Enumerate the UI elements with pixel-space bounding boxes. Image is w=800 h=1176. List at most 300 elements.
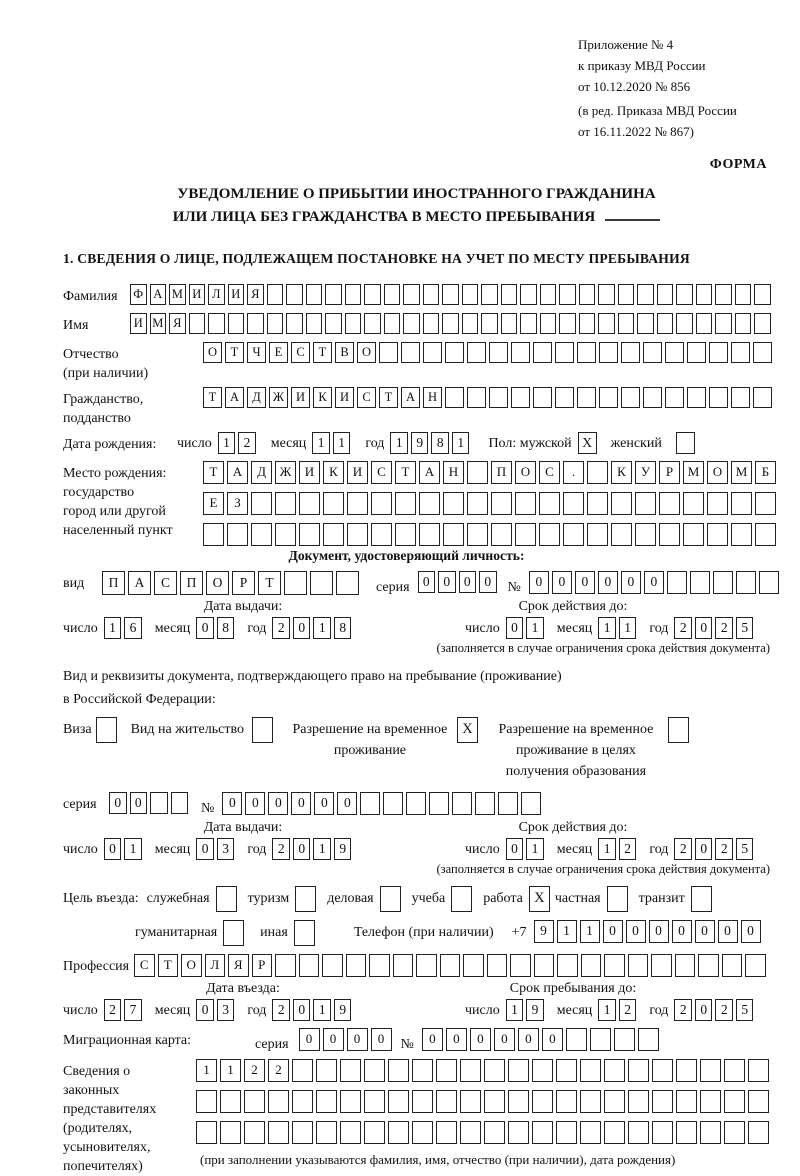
form-cell[interactable]: 5 bbox=[736, 838, 754, 860]
form-cell[interactable] bbox=[267, 284, 284, 305]
form-cell[interactable] bbox=[171, 792, 189, 814]
form-cell[interactable] bbox=[604, 1059, 625, 1082]
form-cell[interactable]: 9 bbox=[334, 999, 352, 1021]
form-cell[interactable]: 0 bbox=[293, 617, 311, 639]
form-cell[interactable] bbox=[754, 284, 771, 305]
form-cell[interactable] bbox=[652, 1090, 673, 1113]
form-cell[interactable] bbox=[371, 523, 392, 546]
res-valid-month-cells[interactable] bbox=[598, 838, 639, 860]
temp-residence-edu-checkbox[interactable] bbox=[668, 717, 689, 743]
migration-number-cells[interactable] bbox=[422, 1028, 662, 1051]
representatives-cells-row3[interactable] bbox=[196, 1121, 772, 1144]
form-cell[interactable] bbox=[520, 313, 537, 334]
form-cell[interactable]: 1 bbox=[598, 999, 616, 1021]
form-cell[interactable] bbox=[275, 523, 296, 546]
form-cell[interactable]: М bbox=[731, 461, 752, 484]
form-cell[interactable] bbox=[227, 523, 248, 546]
form-cell[interactable] bbox=[462, 313, 479, 334]
form-cell[interactable] bbox=[707, 523, 728, 546]
form-cell[interactable]: Н bbox=[443, 461, 464, 484]
form-cell[interactable] bbox=[676, 1059, 697, 1082]
form-cell[interactable] bbox=[393, 954, 414, 977]
temp-residence-checkbox[interactable] bbox=[457, 717, 478, 743]
form-cell[interactable] bbox=[443, 523, 464, 546]
form-cell[interactable]: Т bbox=[313, 342, 332, 363]
birth-day-cells[interactable] bbox=[218, 432, 259, 454]
form-cell[interactable] bbox=[440, 954, 461, 977]
form-cell[interactable] bbox=[325, 313, 342, 334]
form-cell[interactable] bbox=[753, 387, 772, 408]
form-cell[interactable] bbox=[284, 571, 307, 595]
form-cell[interactable] bbox=[534, 954, 555, 977]
form-cell[interactable]: 1 bbox=[218, 432, 236, 454]
form-cell[interactable] bbox=[467, 342, 486, 363]
form-cell[interactable] bbox=[467, 523, 488, 546]
form-cell[interactable] bbox=[323, 523, 344, 546]
form-cell[interactable] bbox=[643, 342, 662, 363]
form-cell[interactable]: И bbox=[130, 313, 147, 334]
form-cell[interactable] bbox=[508, 1121, 529, 1144]
form-cell[interactable]: Д bbox=[251, 461, 272, 484]
form-cell[interactable] bbox=[508, 1090, 529, 1113]
form-cell[interactable] bbox=[292, 1059, 313, 1082]
form-cell[interactable]: Я bbox=[247, 284, 264, 305]
form-cell[interactable] bbox=[555, 342, 574, 363]
residence-series-cells[interactable] bbox=[109, 792, 191, 814]
form-cell[interactable]: 0 bbox=[552, 571, 572, 594]
form-cell[interactable] bbox=[510, 954, 531, 977]
form-cell[interactable]: 2 bbox=[244, 1059, 265, 1082]
form-cell[interactable] bbox=[501, 313, 518, 334]
form-cell[interactable] bbox=[748, 1059, 769, 1082]
form-cell[interactable]: 0 bbox=[422, 1028, 443, 1051]
form-cell[interactable] bbox=[690, 571, 710, 594]
form-cell[interactable]: 0 bbox=[626, 920, 646, 943]
form-cell[interactable] bbox=[698, 954, 719, 977]
form-cell[interactable]: С bbox=[539, 461, 560, 484]
form-cell[interactable] bbox=[539, 523, 560, 546]
entry-year-cells[interactable] bbox=[272, 999, 354, 1021]
form-cell[interactable] bbox=[292, 1121, 313, 1144]
form-cell[interactable] bbox=[515, 523, 536, 546]
form-cell[interactable] bbox=[628, 954, 649, 977]
form-cell[interactable] bbox=[467, 387, 486, 408]
form-cell[interactable] bbox=[460, 1090, 481, 1113]
form-cell[interactable] bbox=[659, 523, 680, 546]
form-cell[interactable] bbox=[423, 284, 440, 305]
form-cell[interactable] bbox=[759, 571, 779, 594]
form-cell[interactable] bbox=[369, 954, 390, 977]
form-cell[interactable]: 1 bbox=[452, 432, 470, 454]
form-cell[interactable] bbox=[540, 284, 557, 305]
form-cell[interactable] bbox=[676, 284, 693, 305]
form-cell[interactable]: С bbox=[134, 954, 155, 977]
form-cell[interactable]: 0 bbox=[649, 920, 669, 943]
form-cell[interactable] bbox=[475, 792, 495, 815]
form-cell[interactable]: 1 bbox=[220, 1059, 241, 1082]
representatives-cells-row2[interactable] bbox=[196, 1090, 772, 1113]
form-cell[interactable]: Т bbox=[158, 954, 179, 977]
form-cell[interactable] bbox=[189, 313, 206, 334]
form-cell[interactable] bbox=[364, 1059, 385, 1082]
form-cell[interactable] bbox=[700, 1121, 721, 1144]
form-cell[interactable]: С bbox=[357, 387, 376, 408]
checkbox-cell[interactable]: X bbox=[457, 717, 478, 743]
form-cell[interactable] bbox=[604, 1090, 625, 1113]
form-cell[interactable]: 0 bbox=[323, 1028, 344, 1051]
checkbox-cell[interactable] bbox=[223, 920, 244, 946]
form-cell[interactable]: 0 bbox=[506, 838, 524, 860]
form-cell[interactable] bbox=[515, 492, 536, 515]
form-cell[interactable]: 8 bbox=[334, 617, 352, 639]
form-cell[interactable] bbox=[556, 1121, 577, 1144]
form-cell[interactable] bbox=[532, 1059, 553, 1082]
form-cell[interactable] bbox=[452, 792, 472, 815]
form-cell[interactable]: 0 bbox=[695, 999, 713, 1021]
form-cell[interactable] bbox=[577, 387, 596, 408]
form-cell[interactable] bbox=[611, 523, 632, 546]
profession-cells[interactable] bbox=[134, 954, 769, 977]
form-cell[interactable] bbox=[340, 1121, 361, 1144]
form-cell[interactable]: 5 bbox=[736, 617, 754, 639]
surname-cells[interactable] bbox=[130, 284, 774, 305]
form-cell[interactable] bbox=[251, 492, 272, 515]
form-cell[interactable]: Т bbox=[379, 387, 398, 408]
form-cell[interactable]: Н bbox=[423, 387, 442, 408]
form-cell[interactable] bbox=[754, 313, 771, 334]
form-cell[interactable]: К bbox=[611, 461, 632, 484]
form-cell[interactable]: О bbox=[515, 461, 536, 484]
form-cell[interactable] bbox=[436, 1121, 457, 1144]
form-cell[interactable]: 2 bbox=[619, 999, 637, 1021]
form-cell[interactable] bbox=[748, 1090, 769, 1113]
form-cell[interactable]: . bbox=[563, 461, 584, 484]
form-cell[interactable] bbox=[696, 284, 713, 305]
form-cell[interactable]: В bbox=[335, 342, 354, 363]
form-cell[interactable] bbox=[445, 342, 464, 363]
form-cell[interactable] bbox=[423, 313, 440, 334]
form-cell[interactable] bbox=[364, 1121, 385, 1144]
birthplace-cells-row1[interactable] bbox=[203, 461, 779, 484]
form-cell[interactable] bbox=[286, 313, 303, 334]
form-cell[interactable] bbox=[340, 1059, 361, 1082]
form-cell[interactable] bbox=[532, 1090, 553, 1113]
form-cell[interactable]: 9 bbox=[526, 999, 544, 1021]
form-cell[interactable]: А bbox=[225, 387, 244, 408]
form-cell[interactable] bbox=[579, 313, 596, 334]
form-cell[interactable] bbox=[244, 1090, 265, 1113]
form-cell[interactable] bbox=[755, 492, 776, 515]
doc-series-cells[interactable] bbox=[418, 571, 500, 593]
form-cell[interactable]: 0 bbox=[446, 1028, 467, 1051]
form-cell[interactable] bbox=[316, 1090, 337, 1113]
form-cell[interactable]: 1 bbox=[333, 432, 351, 454]
checkbox-cell[interactable] bbox=[294, 920, 315, 946]
representatives-cells-row1[interactable] bbox=[196, 1059, 772, 1082]
form-cell[interactable]: Т bbox=[395, 461, 416, 484]
pass-issue-day-cells[interactable] bbox=[104, 617, 145, 639]
form-cell[interactable]: 2 bbox=[272, 838, 290, 860]
form-cell[interactable]: Е bbox=[269, 342, 288, 363]
form-cell[interactable] bbox=[383, 792, 403, 815]
form-cell[interactable]: 1 bbox=[526, 617, 544, 639]
form-cell[interactable] bbox=[638, 1028, 659, 1051]
form-cell[interactable]: Р bbox=[252, 954, 273, 977]
form-cell[interactable]: 3 bbox=[217, 999, 235, 1021]
form-cell[interactable]: Д bbox=[247, 387, 266, 408]
form-cell[interactable]: М bbox=[150, 313, 167, 334]
form-cell[interactable]: 5 bbox=[736, 999, 754, 1021]
form-cell[interactable]: 9 bbox=[534, 920, 554, 943]
form-cell[interactable] bbox=[325, 284, 342, 305]
form-cell[interactable] bbox=[412, 1059, 433, 1082]
purpose-other-checkbox[interactable] bbox=[294, 920, 315, 946]
form-cell[interactable]: 0 bbox=[245, 792, 265, 815]
name-cells[interactable] bbox=[130, 313, 774, 334]
form-cell[interactable] bbox=[724, 1059, 745, 1082]
form-cell[interactable]: 0 bbox=[196, 999, 214, 1021]
form-cell[interactable] bbox=[401, 342, 420, 363]
birthplace-cells-row2[interactable] bbox=[203, 492, 779, 515]
form-cell[interactable] bbox=[371, 492, 392, 515]
form-cell[interactable]: 1 bbox=[506, 999, 524, 1021]
pass-issue-year-cells[interactable] bbox=[272, 617, 354, 639]
stay-month-cells[interactable] bbox=[598, 999, 639, 1021]
form-cell[interactable] bbox=[220, 1090, 241, 1113]
form-cell[interactable] bbox=[196, 1121, 217, 1144]
form-cell[interactable]: 8 bbox=[217, 617, 235, 639]
form-cell[interactable]: П bbox=[180, 571, 203, 595]
form-cell[interactable]: 2 bbox=[272, 617, 290, 639]
form-cell[interactable] bbox=[299, 954, 320, 977]
form-cell[interactable] bbox=[196, 1090, 217, 1113]
form-cell[interactable] bbox=[292, 1090, 313, 1113]
form-cell[interactable] bbox=[755, 523, 776, 546]
form-cell[interactable] bbox=[599, 387, 618, 408]
form-cell[interactable] bbox=[614, 1028, 635, 1051]
form-cell[interactable] bbox=[395, 492, 416, 515]
form-cell[interactable]: О bbox=[206, 571, 229, 595]
form-cell[interactable]: 1 bbox=[196, 1059, 217, 1082]
form-cell[interactable]: П bbox=[491, 461, 512, 484]
form-cell[interactable] bbox=[635, 492, 656, 515]
form-cell[interactable]: 0 bbox=[222, 792, 242, 815]
checkbox-cell[interactable] bbox=[252, 717, 273, 743]
form-cell[interactable] bbox=[745, 954, 766, 977]
form-cell[interactable]: 1 bbox=[104, 617, 122, 639]
form-cell[interactable] bbox=[460, 1059, 481, 1082]
form-cell[interactable] bbox=[487, 954, 508, 977]
form-cell[interactable] bbox=[731, 523, 752, 546]
form-cell[interactable] bbox=[247, 313, 264, 334]
checkbox-cell[interactable] bbox=[96, 717, 117, 743]
form-cell[interactable]: 0 bbox=[438, 571, 456, 593]
form-cell[interactable] bbox=[364, 313, 381, 334]
migration-series-cells[interactable] bbox=[299, 1028, 395, 1051]
form-cell[interactable] bbox=[735, 284, 752, 305]
birth-year-cells[interactable] bbox=[390, 432, 472, 454]
form-cell[interactable]: С bbox=[371, 461, 392, 484]
form-cell[interactable] bbox=[403, 284, 420, 305]
checkbox-cell[interactable] bbox=[668, 717, 689, 743]
form-cell[interactable] bbox=[533, 387, 552, 408]
form-cell[interactable] bbox=[484, 1121, 505, 1144]
form-cell[interactable]: И bbox=[189, 284, 206, 305]
form-cell[interactable] bbox=[345, 313, 362, 334]
form-cell[interactable] bbox=[700, 1090, 721, 1113]
form-cell[interactable] bbox=[220, 1121, 241, 1144]
form-cell[interactable]: 1 bbox=[313, 838, 331, 860]
birthplace-cells-row3[interactable] bbox=[203, 523, 779, 546]
form-cell[interactable] bbox=[481, 313, 498, 334]
form-cell[interactable]: 0 bbox=[644, 571, 664, 594]
form-cell[interactable] bbox=[384, 313, 401, 334]
form-cell[interactable]: Р bbox=[232, 571, 255, 595]
form-cell[interactable] bbox=[676, 1121, 697, 1144]
citizenship-cells[interactable] bbox=[203, 387, 775, 408]
form-cell[interactable]: Л bbox=[208, 284, 225, 305]
form-cell[interactable]: 0 bbox=[196, 838, 214, 860]
form-cell[interactable] bbox=[228, 313, 245, 334]
form-cell[interactable]: О bbox=[707, 461, 728, 484]
form-cell[interactable]: А bbox=[227, 461, 248, 484]
purpose-business-checkbox[interactable] bbox=[380, 886, 401, 912]
form-cell[interactable]: 1 bbox=[619, 617, 637, 639]
form-cell[interactable]: 0 bbox=[672, 920, 692, 943]
form-cell[interactable]: 2 bbox=[268, 1059, 289, 1082]
form-cell[interactable] bbox=[429, 792, 449, 815]
form-cell[interactable]: 0 bbox=[109, 792, 127, 814]
checkbox-cell[interactable] bbox=[295, 886, 316, 912]
form-cell[interactable]: А bbox=[401, 387, 420, 408]
checkbox-cell[interactable] bbox=[451, 886, 472, 912]
form-cell[interactable]: Ж bbox=[275, 461, 296, 484]
form-cell[interactable]: С bbox=[291, 342, 310, 363]
form-cell[interactable] bbox=[384, 284, 401, 305]
form-cell[interactable] bbox=[540, 313, 557, 334]
form-cell[interactable] bbox=[637, 284, 654, 305]
form-cell[interactable] bbox=[364, 284, 381, 305]
form-cell[interactable] bbox=[556, 1059, 577, 1082]
form-cell[interactable] bbox=[501, 284, 518, 305]
res-issue-day-cells[interactable] bbox=[104, 838, 145, 860]
form-cell[interactable]: 1 bbox=[124, 838, 142, 860]
form-cell[interactable] bbox=[652, 1121, 673, 1144]
form-cell[interactable] bbox=[481, 284, 498, 305]
form-cell[interactable]: 0 bbox=[479, 571, 497, 593]
form-cell[interactable] bbox=[683, 523, 704, 546]
form-cell[interactable]: И bbox=[299, 461, 320, 484]
form-cell[interactable] bbox=[604, 1121, 625, 1144]
form-cell[interactable]: А bbox=[419, 461, 440, 484]
form-cell[interactable] bbox=[316, 1059, 337, 1082]
form-cell[interactable] bbox=[753, 342, 772, 363]
form-cell[interactable] bbox=[665, 387, 684, 408]
form-cell[interactable]: А bbox=[150, 284, 167, 305]
form-cell[interactable]: Л bbox=[205, 954, 226, 977]
form-cell[interactable] bbox=[676, 1090, 697, 1113]
form-cell[interactable] bbox=[244, 1121, 265, 1144]
form-cell[interactable] bbox=[412, 1121, 433, 1144]
form-cell[interactable]: П bbox=[102, 571, 125, 595]
form-cell[interactable] bbox=[604, 954, 625, 977]
purpose-private-checkbox[interactable] bbox=[607, 886, 628, 912]
form-cell[interactable]: 1 bbox=[313, 999, 331, 1021]
checkbox-cell[interactable] bbox=[216, 886, 237, 912]
form-cell[interactable] bbox=[683, 492, 704, 515]
sex-male-checkbox[interactable] bbox=[578, 432, 597, 454]
form-cell[interactable]: 1 bbox=[598, 838, 616, 860]
form-cell[interactable] bbox=[323, 492, 344, 515]
form-cell[interactable]: 2 bbox=[104, 999, 122, 1021]
doc-number-cells[interactable] bbox=[529, 571, 782, 594]
form-cell[interactable]: 2 bbox=[619, 838, 637, 860]
form-cell[interactable] bbox=[316, 1121, 337, 1144]
form-cell[interactable] bbox=[286, 284, 303, 305]
form-cell[interactable] bbox=[559, 313, 576, 334]
patronymic-cells[interactable] bbox=[203, 342, 775, 363]
form-cell[interactable]: И bbox=[335, 387, 354, 408]
form-cell[interactable] bbox=[539, 492, 560, 515]
form-cell[interactable] bbox=[652, 1059, 673, 1082]
sex-female-checkbox[interactable] bbox=[676, 432, 695, 454]
form-cell[interactable]: 1 bbox=[526, 838, 544, 860]
form-cell[interactable]: 0 bbox=[695, 920, 715, 943]
form-cell[interactable] bbox=[700, 1059, 721, 1082]
form-cell[interactable]: К bbox=[313, 387, 332, 408]
form-cell[interactable] bbox=[643, 387, 662, 408]
form-cell[interactable]: 1 bbox=[580, 920, 600, 943]
form-cell[interactable] bbox=[724, 1121, 745, 1144]
form-cell[interactable]: 0 bbox=[104, 838, 122, 860]
form-cell[interactable] bbox=[491, 492, 512, 515]
form-cell[interactable] bbox=[460, 1121, 481, 1144]
form-cell[interactable] bbox=[347, 523, 368, 546]
form-cell[interactable] bbox=[379, 342, 398, 363]
form-cell[interactable]: М bbox=[169, 284, 186, 305]
form-cell[interactable] bbox=[667, 571, 687, 594]
form-cell[interactable] bbox=[299, 492, 320, 515]
form-cell[interactable]: 9 bbox=[411, 432, 429, 454]
form-cell[interactable] bbox=[511, 342, 530, 363]
form-cell[interactable] bbox=[336, 571, 359, 595]
form-cell[interactable]: 0 bbox=[529, 571, 549, 594]
form-cell[interactable]: Ч bbox=[247, 342, 266, 363]
pass-valid-day-cells[interactable] bbox=[506, 617, 547, 639]
form-cell[interactable] bbox=[563, 492, 584, 515]
form-cell[interactable]: 0 bbox=[603, 920, 623, 943]
purpose-official-checkbox[interactable] bbox=[216, 886, 237, 912]
form-cell[interactable]: 0 bbox=[293, 838, 311, 860]
form-cell[interactable]: 0 bbox=[196, 617, 214, 639]
pass-issue-month-cells[interactable] bbox=[196, 617, 237, 639]
form-cell[interactable] bbox=[442, 313, 459, 334]
checkbox-cell[interactable] bbox=[691, 886, 712, 912]
form-cell[interactable]: 1 bbox=[313, 617, 331, 639]
form-cell[interactable]: О bbox=[357, 342, 376, 363]
residence-permit-checkbox[interactable] bbox=[252, 717, 273, 743]
form-cell[interactable]: К bbox=[323, 461, 344, 484]
form-cell[interactable] bbox=[563, 523, 584, 546]
form-cell[interactable] bbox=[436, 1059, 457, 1082]
form-cell[interactable] bbox=[657, 284, 674, 305]
visa-checkbox[interactable] bbox=[96, 717, 117, 743]
form-cell[interactable] bbox=[580, 1059, 601, 1082]
form-cell[interactable]: Р bbox=[659, 461, 680, 484]
form-cell[interactable]: А bbox=[128, 571, 151, 595]
form-cell[interactable] bbox=[621, 387, 640, 408]
form-cell[interactable]: 0 bbox=[506, 617, 524, 639]
